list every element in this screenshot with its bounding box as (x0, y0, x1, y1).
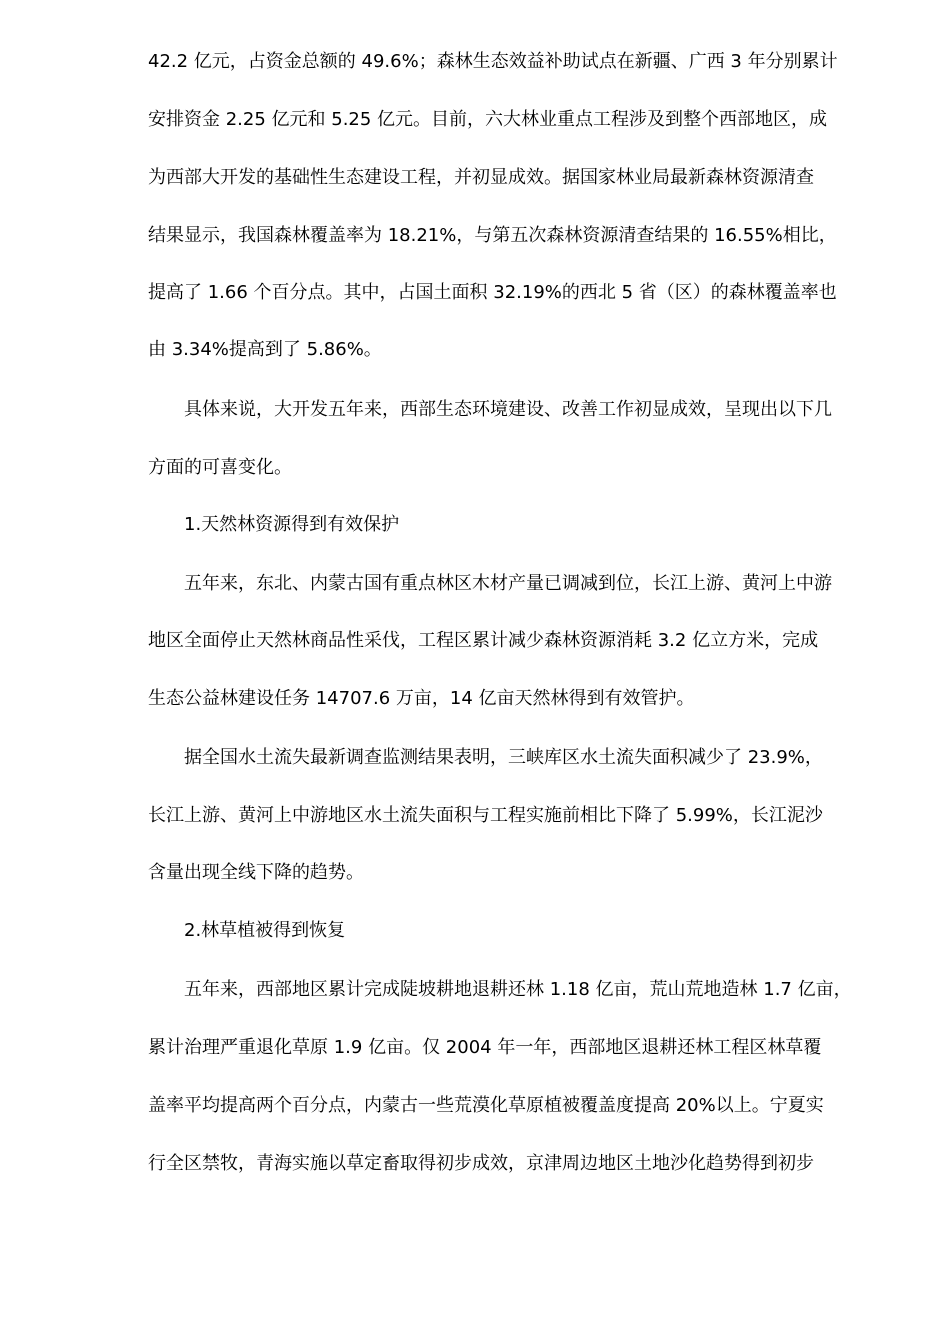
text-line-13: 据全国水土流失最新调查监测结果表明，三峡库区水土流失面积减少了 23.9%， (184, 747, 823, 768)
text-line-15: 含量出现全线下降的趋势。 (148, 862, 364, 883)
text-line-10: 五年来，东北、内蒙古国有重点林区木材产量已调减到位，长江上游、黄河上中游 (184, 573, 832, 594)
text-line-7: 具体来说，大开发五年来，西部生态环境建设、改善工作初显成效，呈现出以下几 (184, 399, 832, 420)
text-line-19: 盖率平均提高两个百分点，内蒙古一些荒漠化草原植被覆盖度提高 20%以上。宁夏实 (148, 1095, 824, 1116)
text-line-4: 结果显示，我国森林覆盖率为 18.21%，与第五次森林资源清查结果的 16.55%相比， (148, 225, 837, 246)
section-heading-1: 1.天然林资源得到有效保护 (184, 514, 400, 535)
text-line-17: 五年来，西部地区累计完成陡坡耕地退耕还林 1.18 亿亩，荒山荒地造林 1.7 亿亩， (184, 979, 852, 1000)
text-line-18: 累计治理严重退化草原 1.9 亿亩。仅 2004 年一年，西部地区退耕还林工程区林草覆 (148, 1037, 822, 1058)
text-line-8: 方面的可喜变化。 (148, 457, 292, 478)
text-line-14: 长江上游、黄河上中游地区水土流失面积与工程实施前相比下降了 5.99%，长江泥沙 (148, 805, 823, 826)
text-line-3: 为西部大开发的基础性生态建设工程，并初显成效。据国家林业局最新森林资源清查 (148, 167, 814, 188)
text-line-20: 行全区禁牧，青海实施以草定畜取得初步成效，京津周边地区土地沙化趋势得到初步 (148, 1153, 814, 1174)
section-heading-2: 2.林草植被得到恢复 (184, 920, 346, 941)
text-line-12: 生态公益林建设任务 14707.6 万亩，14 亿亩天然林得到有效管护。 (148, 688, 695, 709)
text-line-6: 由 3.34%提高到了 5.86%。 (148, 339, 382, 360)
text-line-11: 地区全面停止天然林商品性采伐，工程区累计减少森林资源消耗 3.2 亿立方米，完成 (148, 630, 819, 651)
text-line-5: 提高了 1.66 个百分点。其中，占国土面积 32.19%的西北 5 省（区）的森林覆盖率也 (148, 282, 837, 303)
text-line-1: 42.2 亿元，占资金总额的 49.6%；森林生态效益补助试点在新疆、广西 3 年分别累计 (148, 51, 838, 72)
text-line-2: 安排资金 2.25 亿元和 5.25 亿元。目前，六大林业重点工程涉及到整个西部地区，成 (148, 109, 828, 130)
